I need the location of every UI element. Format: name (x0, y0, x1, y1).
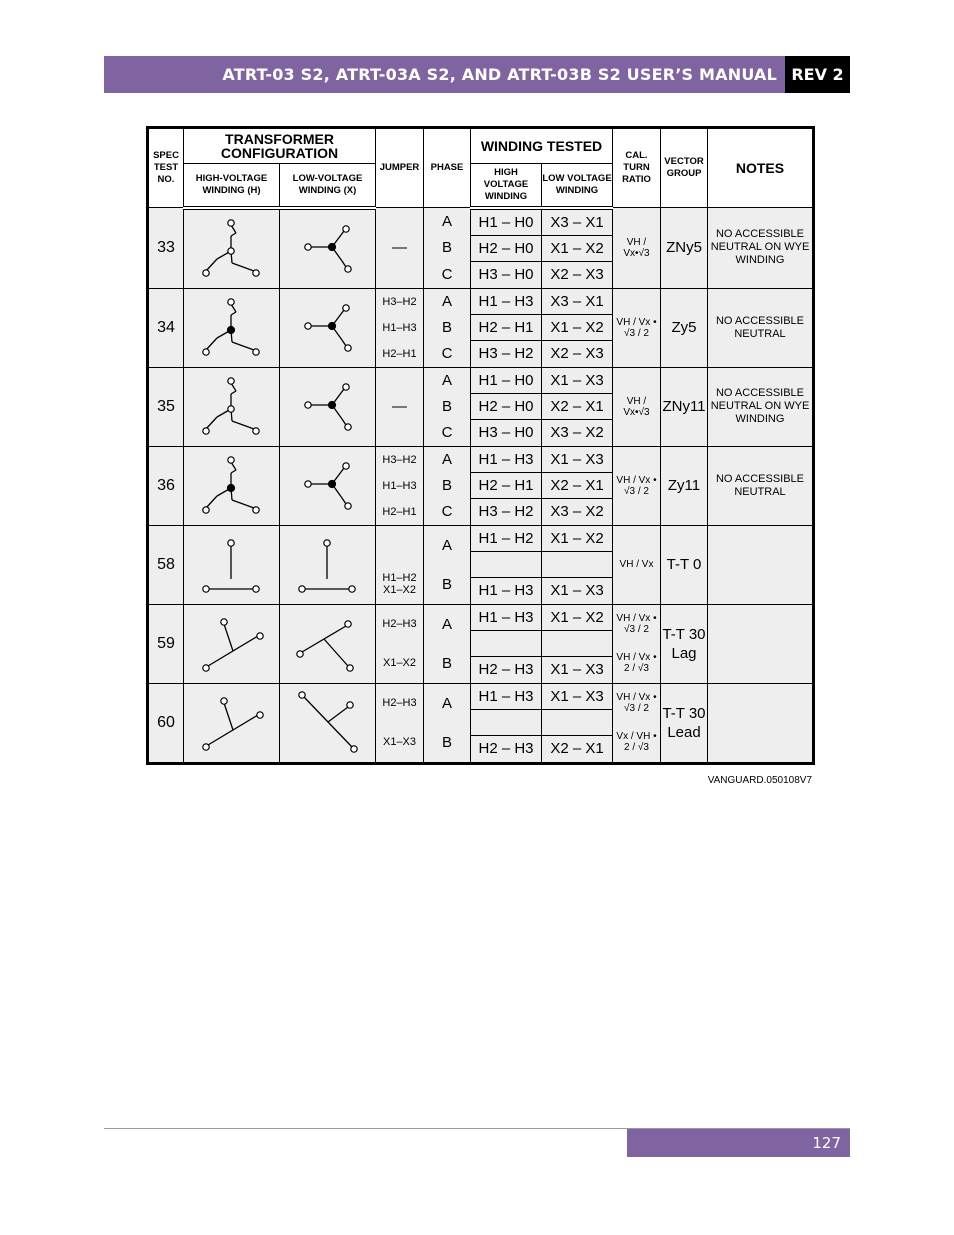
table-row (148, 525, 814, 604)
turn-ratio-value: VH / Vx • 2 / √3 (616, 652, 657, 674)
hv-winding-schematic (184, 369, 279, 445)
lv-winding-value: X1 – X3 (542, 656, 612, 682)
phase-value: A (441, 694, 452, 712)
hv-winding-value: H1 – H3 (478, 608, 534, 626)
hv-winding-value: H1 – H3 (471, 577, 541, 603)
hv-winding-tested-cell (471, 288, 542, 367)
hv-winding-value: H2 – H0 (471, 235, 541, 261)
lv-winding-value: X1 – X3 (550, 371, 604, 389)
vector-group-value: ZNy5 (661, 208, 708, 289)
hv-winding-value: H3 – H0 (471, 261, 541, 287)
notes-value (708, 604, 814, 683)
lv-winding-schematic (280, 448, 375, 524)
page-number: 127 (627, 1129, 850, 1157)
lv-winding-tested-cell (542, 604, 613, 683)
lv-winding-tested-cell (542, 208, 613, 289)
lv-winding-value: X2 – X1 (542, 472, 612, 498)
lv-winding-value: X2 – X3 (542, 261, 612, 287)
phase-header: PHASE (424, 128, 471, 208)
hv-winding-value: H1 – H0 (478, 213, 534, 231)
jumper-value (376, 526, 423, 565)
hv-winding-schematic (184, 527, 279, 603)
table-row (148, 208, 814, 289)
turn-ratio-value: VH / Vx • √3 / 2 (616, 316, 657, 339)
spec-test-no: 33 (148, 208, 184, 289)
spec-test-no: 36 (148, 446, 184, 525)
jumper-value: H3–H2 (382, 295, 417, 308)
turn-ratio-value: VH / Vx•√3 (623, 236, 650, 259)
jumper-cell (376, 208, 424, 289)
hv-winding-diagram (184, 525, 280, 604)
lv-winding-diagram (280, 367, 376, 446)
jumper-value: H2–H3 (382, 618, 417, 630)
phase-cell (424, 367, 471, 446)
lv-winding-value: X2 – X3 (542, 340, 612, 366)
lv-winding-schematic (280, 211, 375, 287)
phase-cell (424, 288, 471, 367)
jumper-value: H2–H1 (382, 505, 417, 518)
lv-winding-diagram (280, 525, 376, 604)
phase-cell (424, 446, 471, 525)
lv-winding-schematic (280, 685, 375, 761)
jumper-value: X1–X2 (382, 657, 417, 669)
notes-value: NO ACCESSIBLE NEUTRAL (708, 288, 814, 367)
lv-winding-value: X3 – X1 (550, 292, 604, 310)
hv-winding-diagram (184, 446, 280, 525)
phase-value: C (441, 503, 453, 520)
lv-winding-value: X3 – X2 (542, 498, 612, 524)
spec-test-no: 60 (148, 683, 184, 763)
hv-winding-tested-cell (471, 446, 542, 525)
spec-test-no: 34 (148, 288, 184, 367)
hv-winding-value: H3 – H2 (471, 498, 541, 524)
hv-winding-schematic (184, 211, 279, 287)
hv-winding-value (471, 709, 541, 735)
spec-test-no: 59 (148, 604, 184, 683)
hv-winding-diagram (184, 604, 280, 683)
lv-winding-value: X1 – X3 (550, 450, 604, 468)
lv-winding-schematic (280, 606, 375, 682)
hv-winding-value: H3 – H2 (471, 340, 541, 366)
hv-winding-value (471, 630, 541, 656)
lv-winding-schematic (280, 369, 375, 445)
jumper-value: X1–X3 (382, 736, 417, 748)
jumper-value: H3–H2 (382, 453, 417, 466)
table-row (148, 288, 814, 367)
turn-ratio-value: VH / Vx (619, 559, 654, 570)
revision-label: REV 2 (785, 56, 850, 93)
lv-winding-value: X2 – X1 (542, 735, 612, 761)
phase-value: A (441, 212, 452, 230)
lv-winding-value (542, 709, 612, 735)
notes-value (708, 683, 814, 763)
phase-value: B (441, 239, 452, 257)
hv-winding-schematic (184, 685, 279, 761)
lv-winding-value: X1 – X3 (550, 687, 604, 705)
spec-test-no-header: SPEC TEST NO. (148, 128, 184, 208)
hv-winding-value: H2 – H1 (471, 472, 541, 498)
lv-winding-value: X1 – X2 (550, 608, 604, 626)
test-table (146, 126, 815, 765)
notes-value (708, 525, 814, 604)
hv-winding-value: H1 – H3 (478, 450, 534, 468)
hv-winding-diagram (184, 288, 280, 367)
lv-winding-diagram (280, 604, 376, 683)
hv-winding-diagram (184, 367, 280, 446)
turn-ratio-value: VH / Vx•√3 (623, 395, 650, 418)
phase-value: B (441, 398, 452, 415)
jumper-header: JUMPER (376, 128, 424, 208)
lv-winding-diagram (280, 208, 376, 289)
hv-winding-tested-cell (471, 208, 542, 289)
winding-tested-header: WINDING TESTED (471, 128, 613, 164)
phase-value: C (441, 424, 453, 441)
hv-winding-header: HIGH-VOLTAGE WINDING (H) (184, 164, 280, 208)
hv-winding-schematic (184, 290, 279, 366)
lv-winding-tested-cell (542, 525, 613, 604)
vector-group-value: T-T 0 (661, 525, 708, 604)
hv-winding-tested-cell (471, 604, 542, 683)
hv-winding-diagram (184, 683, 280, 763)
low-voltage-winding-header: LOW VOLTAGE WINDING (542, 164, 613, 208)
jumper-cell (376, 683, 424, 763)
lv-winding-diagram (280, 683, 376, 763)
hv-winding-value: H2 – H3 (471, 735, 541, 761)
hv-winding-value: H2 – H0 (471, 393, 541, 419)
lv-winding-value (542, 630, 612, 656)
lv-winding-value: X1 – X2 (542, 314, 612, 340)
lv-winding-value: X1 – X2 (550, 529, 604, 547)
phase-value: A (441, 451, 452, 468)
hv-winding-diagram (184, 208, 280, 289)
lv-winding-tested-cell (542, 683, 613, 763)
phase-value: B (441, 733, 452, 751)
transformer-configuration-header: TRANSFORMER CONFIGURATION (184, 128, 376, 164)
jumper-value: H2–H1 (382, 347, 417, 360)
turn-ratio-value: Vx / VH • 2 / √3 (616, 731, 657, 753)
phase-value: B (441, 575, 452, 593)
turn-ratio-cell (613, 446, 661, 525)
turn-ratio-value: VH / Vx • √3 / 2 (616, 692, 657, 714)
hv-winding-value: H1 – H3 (478, 292, 534, 310)
jumper-cell (376, 288, 424, 367)
hv-winding-schematic (184, 606, 279, 682)
phase-value: C (441, 345, 453, 362)
lv-winding-schematic (280, 290, 375, 366)
phase-value: A (441, 536, 452, 554)
turn-ratio-value: VH / Vx • √3 / 2 (616, 474, 657, 497)
phase-cell (424, 208, 471, 289)
vector-group-value: Zy11 (661, 446, 708, 525)
lv-winding-tested-cell (542, 288, 613, 367)
turn-ratio-cell (613, 288, 661, 367)
hv-winding-value: H2 – H1 (471, 314, 541, 340)
notes-value: NO ACCESSIBLE NEUTRAL ON WYE WINDING (708, 367, 814, 446)
drawing-id: VANGUARD.050108V7 (707, 775, 812, 786)
notes-value: NO ACCESSIBLE NEUTRAL (708, 446, 814, 525)
lv-winding-diagram (280, 288, 376, 367)
turn-ratio-cell (613, 683, 661, 763)
high-voltage-winding-header: HIGH VOLTAGE WINDING (471, 164, 542, 208)
hv-winding-tested-cell (471, 683, 542, 763)
spec-test-no: 35 (148, 367, 184, 446)
jumper-cell (376, 604, 424, 683)
lv-winding-schematic (280, 527, 375, 603)
jumper-cell (376, 525, 424, 604)
jumper-value: H2–H3 (382, 697, 417, 709)
lv-winding-value: X2 – X1 (542, 393, 612, 419)
hv-winding-value: H1 – H0 (478, 371, 534, 389)
table-row (148, 367, 814, 446)
hv-winding-schematic (184, 448, 279, 524)
jumper-cell (376, 367, 424, 446)
lv-winding-tested-cell (542, 367, 613, 446)
phase-value: B (441, 477, 452, 494)
table-row (148, 683, 814, 763)
jumper-value: H1–H2 X1–X2 (382, 572, 417, 596)
vector-group-value: T-T 30 Lag (661, 604, 708, 683)
header-title: ATRT-03 S2, ATRT-03A S2, AND ATRT-03B S2 USER’S MANUAL (104, 56, 785, 93)
hv-winding-value: H1 – H3 (478, 687, 534, 705)
turn-ratio-cell (613, 367, 661, 446)
jumper-value: — (392, 398, 407, 415)
hv-winding-value: H3 – H0 (471, 419, 541, 445)
jumper-cell (376, 446, 424, 525)
table-row (148, 604, 814, 683)
lv-winding-value: X3 – X1 (550, 213, 604, 231)
lv-winding-value: X1 – X3 (542, 577, 612, 603)
phase-value: A (441, 615, 452, 633)
turn-ratio-cell (613, 525, 661, 604)
vector-group-value: Zy5 (661, 288, 708, 367)
lv-winding-value: X1 – X2 (542, 235, 612, 261)
phase-value: B (441, 654, 452, 672)
hv-winding-tested-cell (471, 367, 542, 446)
hv-winding-value: H1 – H2 (478, 529, 534, 547)
phase-value: B (441, 319, 452, 336)
phase-value: A (441, 293, 452, 310)
turn-ratio-value: VH / Vx • √3 / 2 (616, 613, 657, 635)
turn-ratio-cell (613, 604, 661, 683)
lv-winding-diagram (280, 446, 376, 525)
table-row (148, 446, 814, 525)
jumper-value: H1–H3 (382, 321, 417, 334)
spec-test-no: 58 (148, 525, 184, 604)
turn-ratio-cell (613, 208, 661, 289)
phase-cell (424, 683, 471, 763)
cal-turn-ratio-header: CAL. TURN RATIO (613, 128, 661, 208)
lv-winding-value (542, 551, 612, 577)
phase-cell (424, 525, 471, 604)
hv-winding-value: H2 – H3 (471, 656, 541, 682)
jumper-value: — (392, 239, 407, 257)
lv-winding-header: LOW-VOLTAGE WINDING (X) (280, 164, 376, 208)
phase-value: C (441, 265, 453, 283)
vector-group-value: ZNy11 (661, 367, 708, 446)
lv-winding-tested-cell (542, 446, 613, 525)
phase-cell (424, 604, 471, 683)
jumper-value: H1–H3 (382, 479, 417, 492)
vector-group-header: VECTOR GROUP (661, 128, 708, 208)
phase-value: A (441, 372, 452, 389)
lv-winding-value: X3 – X2 (542, 419, 612, 445)
hv-winding-value (471, 551, 541, 577)
hv-winding-tested-cell (471, 525, 542, 604)
vector-group-value: T-T 30 Lead (661, 683, 708, 763)
notes-value: NO ACCESSIBLE NEUTRAL ON WYE WINDING (708, 208, 814, 289)
notes-header: NOTES (708, 128, 814, 208)
